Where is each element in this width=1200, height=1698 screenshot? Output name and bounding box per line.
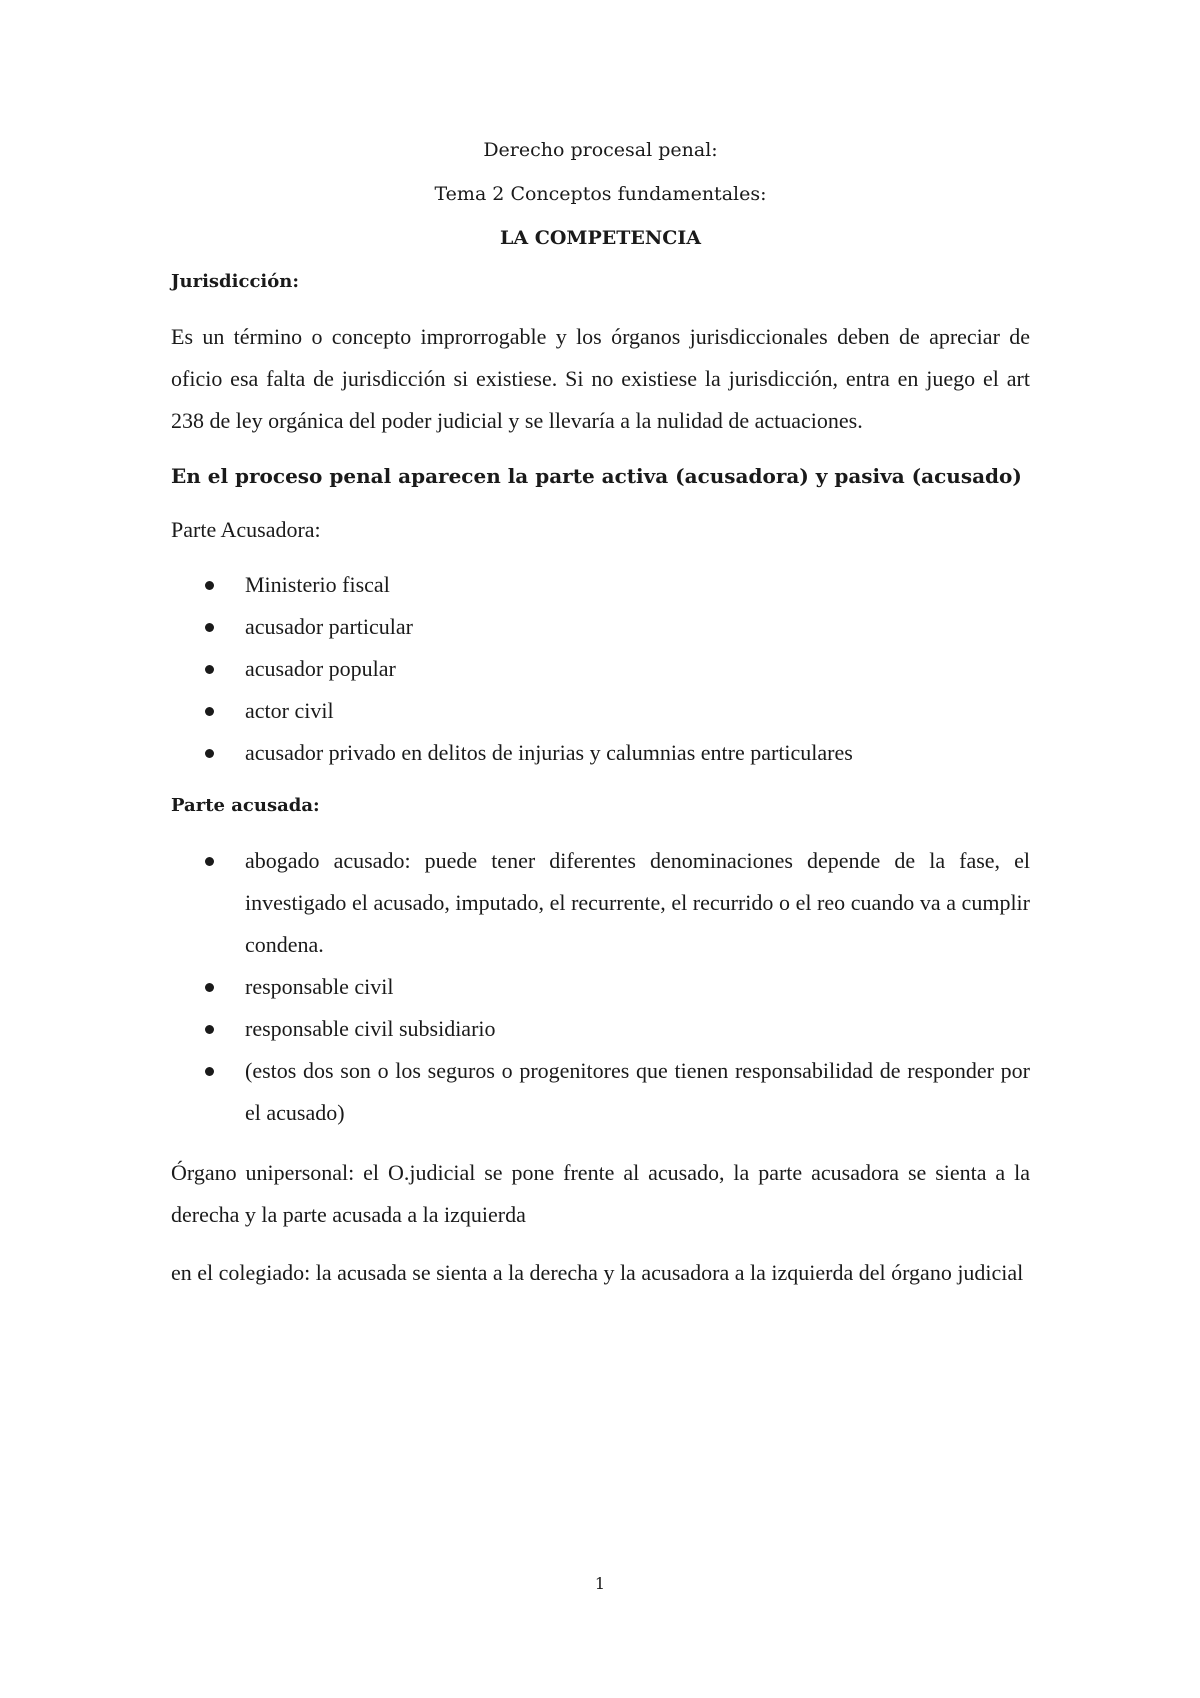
list-item (171, 966, 1030, 1008)
list-item (171, 1008, 1030, 1050)
bullet-icon (205, 623, 214, 632)
list-item (171, 648, 1030, 690)
parte-acusada-list (171, 840, 1030, 1134)
bullet-icon (205, 857, 214, 866)
list-item-text: responsable civil subsidiario (245, 1016, 496, 1041)
bullet-icon (205, 749, 214, 758)
bullet-icon (205, 1067, 214, 1076)
list-item-text: (estos dos son o los seguros o progenitores que tienen responsabilidad de responder por el acusado) (245, 1058, 1030, 1125)
list-item (171, 690, 1030, 732)
page-number: 1 (594, 1574, 606, 1593)
bullet-icon (205, 1025, 214, 1034)
list-item-text: actor civil (245, 698, 334, 723)
list-item (171, 1050, 1030, 1134)
parte-acusadora-label: Parte Acusadora: (171, 517, 321, 542)
bullet-icon (205, 983, 214, 992)
bullet-icon (205, 665, 214, 674)
jurisdiccion-heading: Jurisdicción: (171, 271, 299, 292)
list-item-text: acusador particular (245, 614, 413, 639)
section-title: LA COMPETENCIA (500, 227, 701, 249)
jurisdiccion-paragraph: Es un término o concepto improrrogable y los órganos jurisdiccionales deben de apreciar de oficio esa falta de jurisdicción si existiese. Si no existiese la jurisdicción, entra en juego el art 238 de ley orgánica del poder judicial y se llevaría a la nulidad de actuaciones. (171, 324, 1030, 433)
organo-unipersonal-paragraph: Órgano unipersonal: el O.judicial se pone frente al acusado, la parte acusadora se sienta a la derecha y la parte acusada a la izquierda (171, 1160, 1030, 1227)
list-item-text: acusador popular (245, 656, 396, 681)
bullet-icon (205, 581, 214, 590)
course-title: Derecho procesal penal: (483, 139, 718, 161)
page-content (171, 136, 1030, 1310)
organo-colegiado-paragraph: en el colegiado: la acusada se sienta a la derecha y la acusadora a la izquierda del órgano judicial (171, 1260, 1024, 1285)
list-item-text: abogado acusado: puede tener diferentes denominaciones depende de la fase, el investigado el acusado, imputado, el recurrente, el recurrido o el reo cuando va a cumplir condena. (245, 848, 1030, 957)
parte-acusada-heading: Parte acusada: (171, 795, 320, 816)
list-item (171, 732, 1030, 774)
list-item-text: Ministerio fiscal (245, 572, 390, 597)
topic-title: Tema 2 Conceptos fundamentales: (434, 183, 767, 205)
list-item (171, 564, 1030, 606)
list-item (171, 606, 1030, 648)
parte-acusadora-list (171, 564, 1030, 774)
list-item-text: responsable civil (245, 974, 394, 999)
partes-intro: En el proceso penal aparecen la parte activa (acusadora) y pasiva (acusado) (171, 464, 1022, 488)
list-item (171, 840, 1030, 966)
list-item-text: acusador privado en delitos de injurias y calumnias entre particulares (245, 740, 853, 765)
bullet-icon (205, 707, 214, 716)
